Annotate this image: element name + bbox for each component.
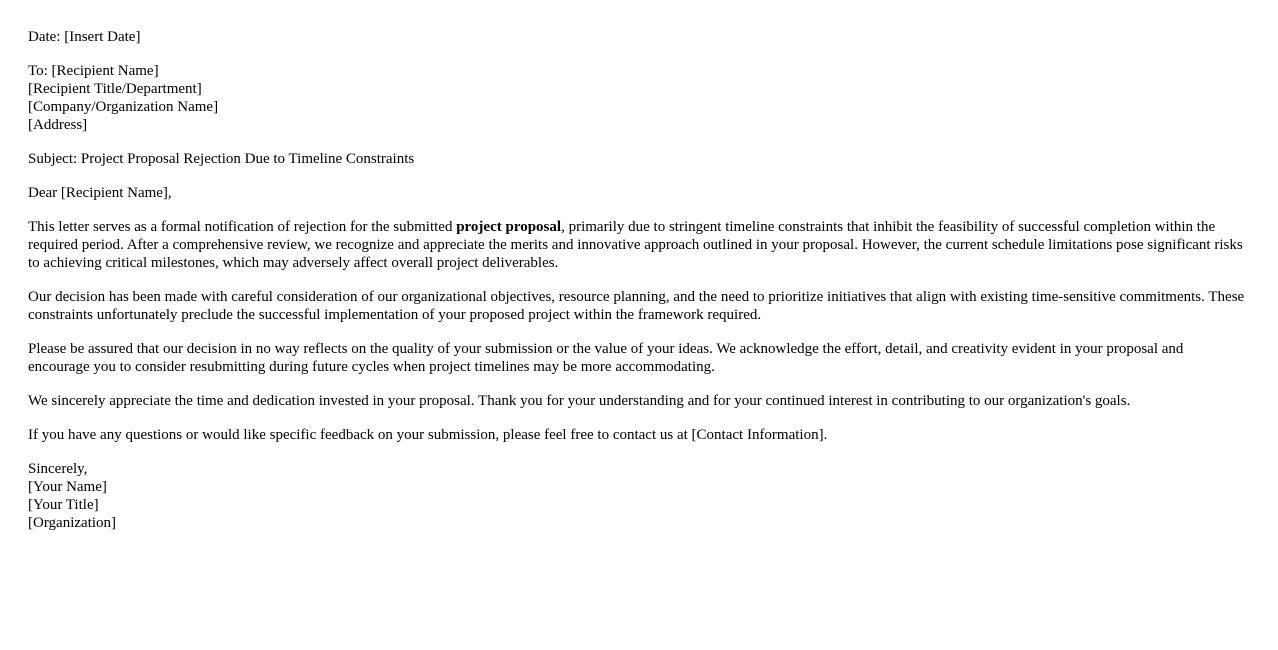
sign-off: Sincerely, xyxy=(28,461,88,477)
recipient-to-line: To: [Recipient Name] xyxy=(28,63,159,79)
body-paragraph-4: We sincerely appreciate the time and dedication invested in your proposal. Thank you for your understanding and for your continued interest in contributing to our organization's goals. xyxy=(28,393,1131,409)
recipient-company: [Company/Organization Name] xyxy=(28,99,219,115)
closing-block xyxy=(28,460,1248,532)
paragraph-1-emphasis: project proposal xyxy=(456,219,562,235)
salutation-block xyxy=(28,184,1248,202)
paragraph-1-rest: , primarily due to stringent timeline constraints that inhibit the feasibility of successful completion within the required period. After a comprehensive review, we recognize and appreciate the merits and innovative approach outlined in your proposal. However, the current schedule limitations pose significant risks to achieving critical milestones, which may adversely affect overall project deliverables. xyxy=(28,219,1243,271)
recipient-address: [Address] xyxy=(28,117,88,133)
body-paragraph-3: Please be assured that our decision in no way reflects on the quality of your submission or the value of your ideas. We acknowledge the effort, detail, and creativity evident in your proposal and encourage you to consider resubmitting during future cycles when project timelines may be more accommodating. xyxy=(28,341,1184,375)
sender-title: [Your Title] xyxy=(28,497,99,513)
recipient-title: [Recipient Title/Department] xyxy=(28,81,202,97)
paragraph-1-intro: This letter serves as a formal notification of rejection for the submitted xyxy=(28,219,457,235)
sender-name: [Your Name] xyxy=(28,479,107,495)
subject-block xyxy=(28,150,1248,168)
recipient-block xyxy=(28,62,1248,134)
body-paragraph-5: If you have any questions or would like specific feedback on your submission, please feel free to contact us at [Contact Information]. xyxy=(28,427,828,443)
date-line: Date: [Insert Date] xyxy=(28,29,141,45)
letter-document xyxy=(28,28,1248,548)
sender-organization: [Organization] xyxy=(28,515,117,531)
subject-line: Subject: Project Proposal Rejection Due to Timeline Constraints xyxy=(28,151,415,167)
salutation: Dear [Recipient Name], xyxy=(28,185,172,201)
date-block xyxy=(28,28,1248,46)
body-paragraph-1 xyxy=(28,218,1248,272)
body-paragraph-2: Our decision has been made with careful consideration of our organizational objectives, resource planning, and the need to prioritize initiatives that align with existing time-sensitive commitments. These constraints unfortunately preclude the successful implementation of your proposed project within the framework required. xyxy=(28,289,1245,323)
